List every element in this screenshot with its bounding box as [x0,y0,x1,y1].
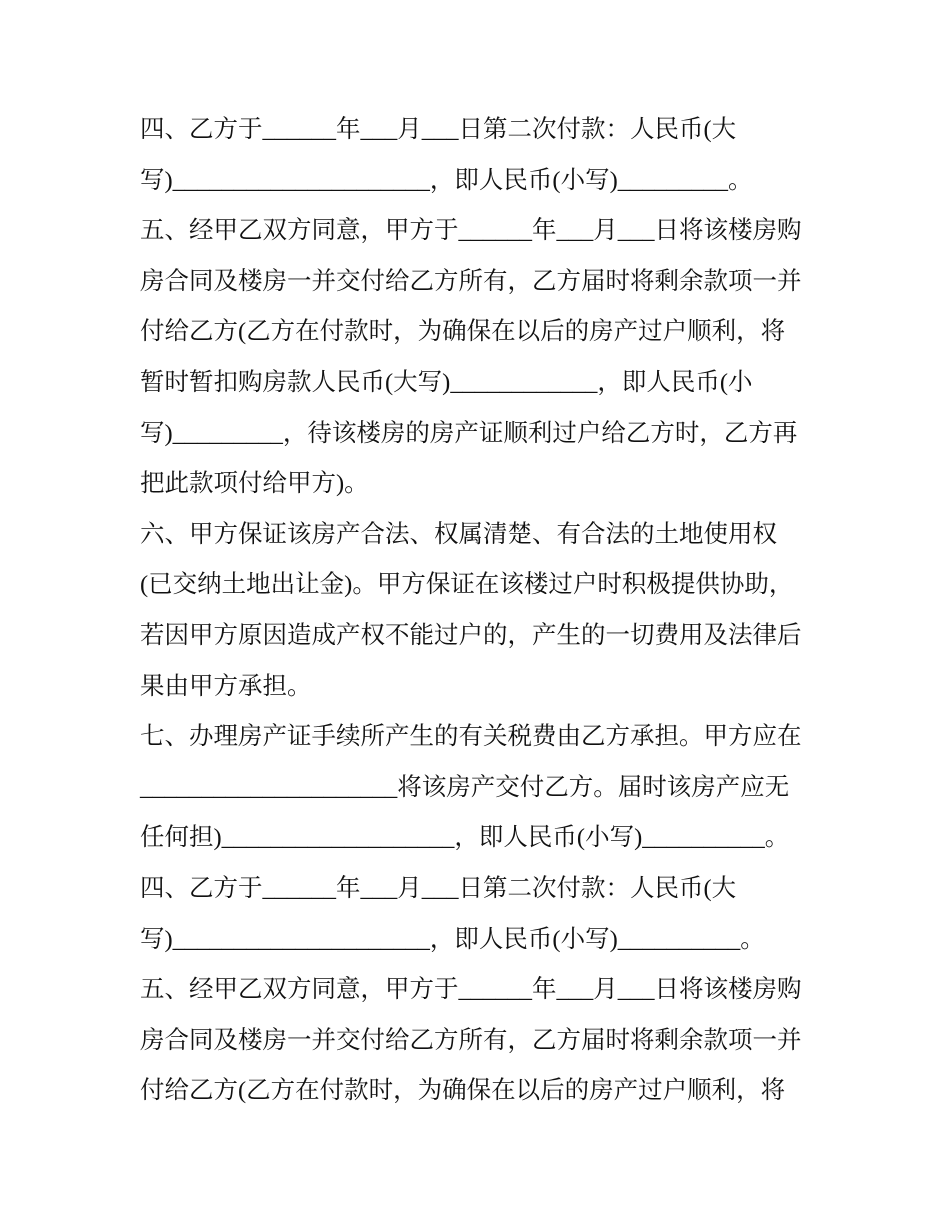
text-line: 写)_____________________，即人民币(小写)__________。 [140,925,765,953]
text-line: 五、经甲乙双方同意，甲方于______年___月___日将该楼房购 [140,976,802,1004]
text-line: (已交纳土地出让金)。甲方保证在该楼过户时积极提供协助， [140,571,794,599]
text-line: 房合同及楼房一并交付给乙方所有，乙方届时将剩余款项一并 [140,1026,802,1054]
document-page [140,105,840,1117]
text-line: 暂时暂扣购房款人民币(大写)____________，即人民币(小 [140,368,753,396]
text-line: 果由甲方承担。 [140,672,312,700]
text-line: 七、办理房产证手续所产生的有关税费由乙方承担。甲方应在 [140,723,802,751]
text-line: 把此款项付给甲方)。 [140,470,369,498]
text-line: 五、经甲乙双方同意，甲方于______年___月___日将该楼房购 [140,217,802,245]
text-line: _____________________将该房产交付乙方。届时该房产应无 [140,773,790,801]
text-line: 房合同及楼房一并交付给乙方所有，乙方届时将剩余款项一并 [140,267,802,295]
text-line: 付给乙方(乙方在付款时，为确保在以后的房产过户顺利，将 [140,1077,786,1105]
text-line: 付给乙方(乙方在付款时，为确保在以后的房产过户顺利，将 [140,318,786,346]
text-line: 若因甲方原因造成产权不能过户的，产生的一切费用及法律后 [140,621,802,649]
text-line: 六、甲方保证该房产合法、权属清楚、有合法的土地使用权 [140,520,777,548]
text-line: 写)_____________________，即人民币(小写)_________。 [140,166,753,194]
text-line: 写)_________，待该楼房的房产证顺利过户给乙方时，乙方再 [140,419,798,447]
text-line: 任何担)___________________，即人民币(小写)__________。 [140,824,790,852]
text-line: 四、乙方于______年___月___日第二次付款：人民币(大 [140,874,737,902]
text-line: 四、乙方于______年___月___日第二次付款：人民币(大 [140,116,737,143]
